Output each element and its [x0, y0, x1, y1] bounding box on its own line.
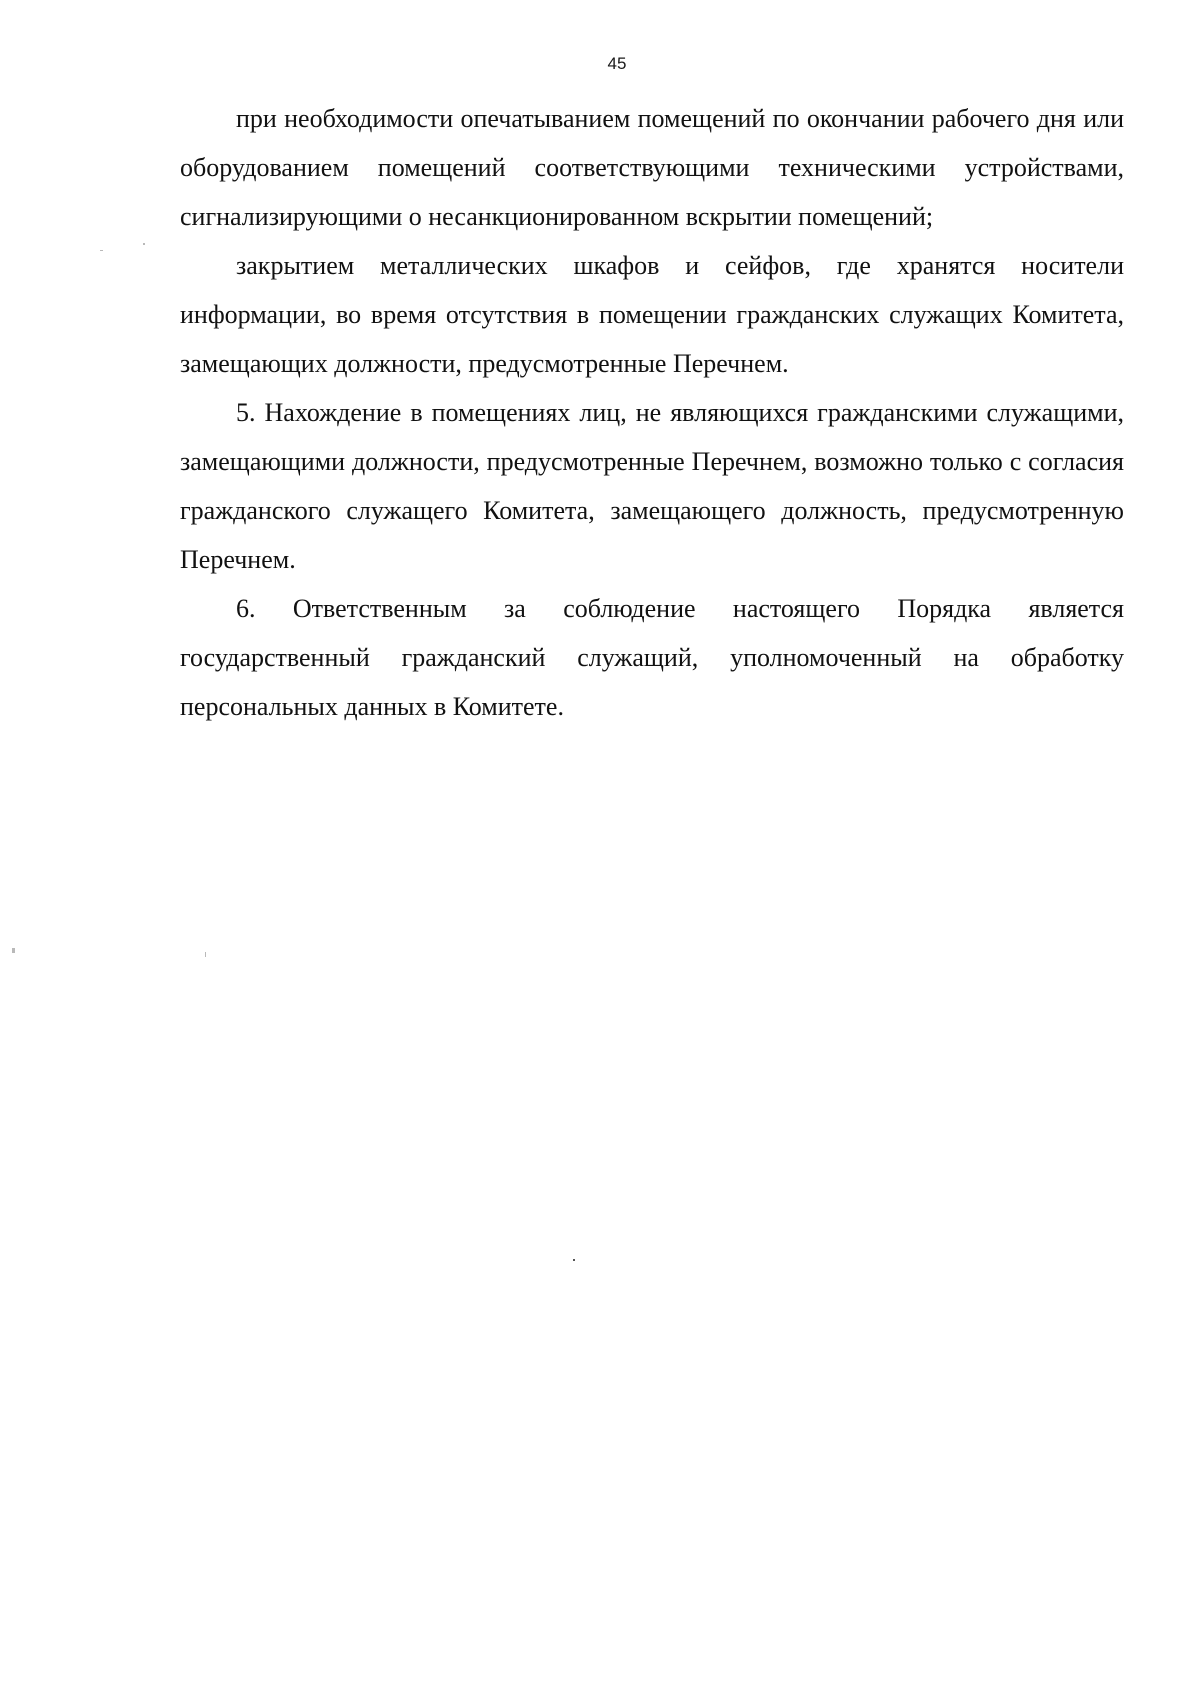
- scan-speck: [100, 250, 103, 251]
- paragraph-sealing-premises: при необходимости опечатыванием помещений по окончании рабочего дня или оборудованием помещений соответствующими техническими устройствами, сигнализирующими о несанкционированном вскрытии помещений;: [180, 104, 1124, 231]
- scan-speck: [12, 948, 15, 953]
- document-body: [180, 94, 1124, 731]
- paragraph-item-6: 6. Ответственным за соблюдение настоящего Порядка является государственный гражданский служащий, уполномоченный на обработку персональных данных в Комитете.: [180, 594, 1124, 721]
- scan-speck: [573, 1259, 575, 1261]
- scan-speck: [205, 952, 206, 957]
- page-number: 45: [607, 54, 627, 73]
- paragraph-closing-safes: закрытием металлических шкафов и сейфов, где хранятся носители информации, во время отсутствия в помещении гражданских служащих Комитета, замещающих должности, предусмотренные Перечнем.: [180, 251, 1124, 378]
- scan-speck: [143, 243, 145, 245]
- paragraph-item-5: 5. Нахождение в помещениях лиц, не являющихся гражданскими служащими, замещающими должности, предусмотренные Перечнем, возможно только с согласия гражданского служащего Комитета, замещающего должность, предусмотренную Перечнем.: [180, 398, 1124, 574]
